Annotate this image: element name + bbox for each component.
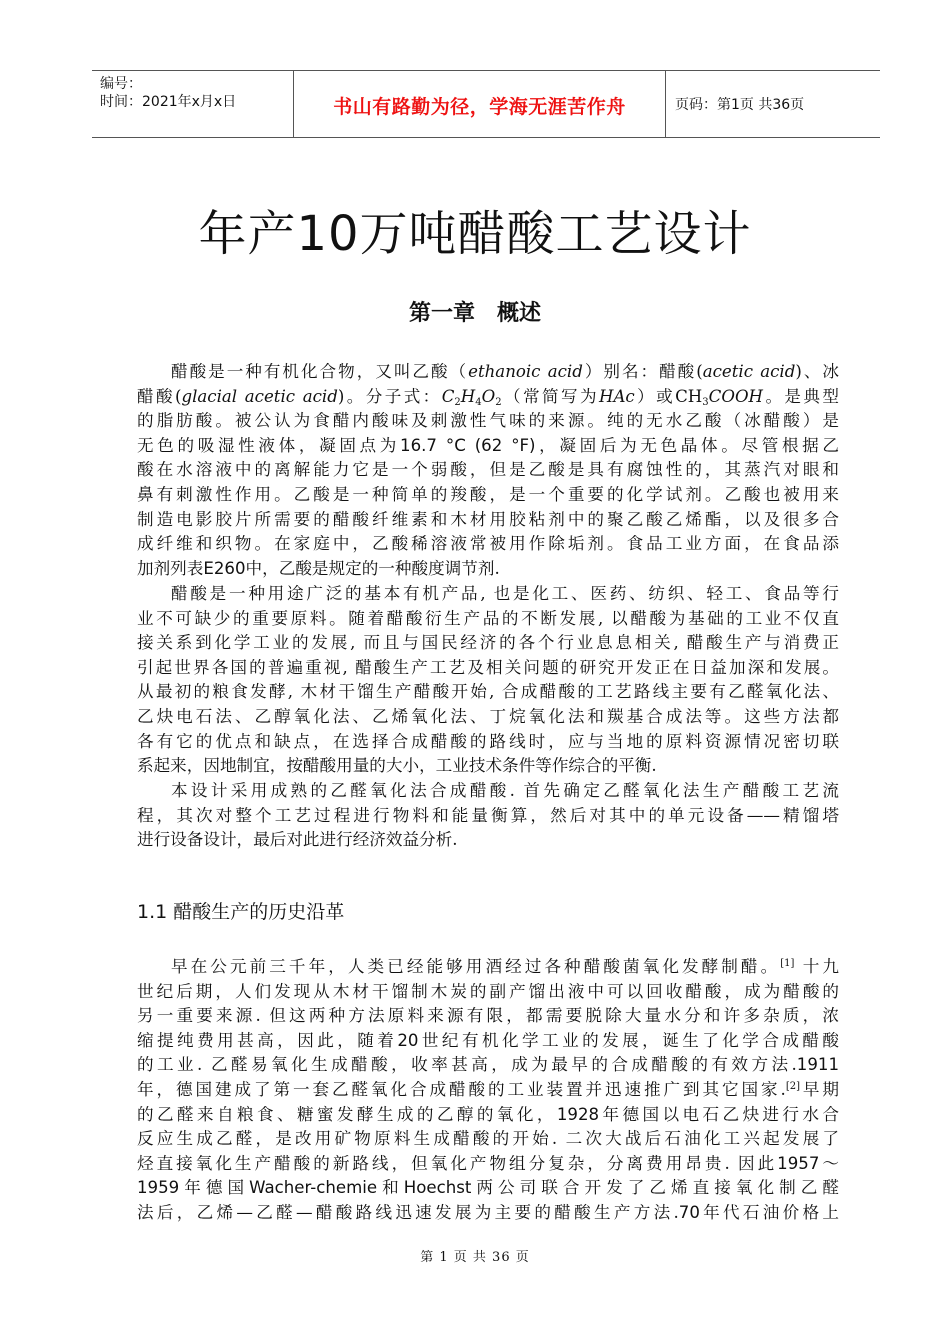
document-title: 年产10万吨醋酸工艺设计: [198, 206, 752, 262]
text-span: 。是典型: [763, 386, 840, 406]
text-span: 醋酸是一种有机化合物，又叫乙酸（: [171, 362, 469, 381]
text-span: ～: [819, 1153, 839, 1173]
text-line: 世纪后期，人们发现从木材干馏制木炭的副产馏出液中可以回收醋酸，成为醋酸的: [137, 981, 839, 1001]
text-span: 年德国以电石乙炔进行水合: [599, 1104, 840, 1124]
text-line: 鼻有刺激性作用。乙酸是一种简单的羧酸，是一个重要的化学试剂。乙酸也被用来: [137, 484, 839, 504]
text-line: 的脂肪酸。被公认为食醋内酸味及刺激性气味的来源。纯的无水乙酸（冰醋酸）是: [137, 411, 839, 431]
header-motto: 书山有路勤为径，学海无涯苦作舟: [333, 96, 626, 118]
header-divider: [665, 71, 666, 137]
text-span: 1911: [796, 1055, 839, 1075]
text-span: ，凝固后为无色晶体。尽管根据乙: [535, 435, 840, 455]
text-span: 两公司联合开发了乙烯直接氧化制乙醛: [471, 1178, 840, 1198]
text-span: 早期: [800, 1079, 840, 1099]
text-line: [137, 1103, 839, 1128]
text-span: 1959: [137, 1178, 180, 1198]
text-line: [137, 1201, 839, 1226]
header-number-label: 编号：: [100, 76, 142, 92]
text-span: ）或: [634, 386, 676, 406]
text-span: CH: [675, 386, 703, 406]
text-line: [137, 1029, 839, 1054]
text-span: 70: [678, 1202, 700, 1222]
text-span: O: [481, 386, 496, 406]
text-span: 年德国: [179, 1178, 250, 1198]
text-line: [137, 1176, 839, 1201]
text-span: ）别名：醋酸(: [582, 362, 703, 381]
text-line: 接关系到化学工业的发展, 而且与国民经济的各个行业息息相关, 醋酸生产与消费正: [137, 633, 839, 653]
text-span: 1957: [777, 1153, 820, 1173]
text-line: 另一重要来源. 但这两种方法原料来源有限，都需要脱除大量水分和许多杂质，浓: [137, 1006, 839, 1026]
text-span: 20: [397, 1030, 419, 1050]
text-line: 程，其次对整个工艺过程进行物料和能量衡算，然后对其中的单元设备——精馏塔: [137, 805, 839, 825]
text-line: [137, 1152, 839, 1177]
text-span: E260: [203, 558, 246, 578]
text-span: 早在公元前三千年，人类已经能够用酒经过各种醋酸菌氧化发酵制醋。: [171, 957, 781, 976]
text-span: )。分子式：: [337, 386, 442, 406]
citation: [2]: [785, 1080, 800, 1092]
text-line: [137, 1078, 839, 1103]
text-span: 的乙醛来自粮食、糖蜜发酵生成的乙醇的氧化，: [137, 1104, 557, 1124]
text-span: C: [441, 386, 455, 406]
paragraph-3: [137, 779, 839, 853]
text-span: 法后，乙烯—乙醛—醋酸路线迅速发展为主要的醋酸生产方法.: [137, 1202, 679, 1222]
text-line: 酸在水溶液中的离解能力它是一个弱酸，但是乙酸是具有腐蚀性的，其蒸汽对眼和: [137, 460, 839, 480]
text-span: 烃直接氧化生产醋酸的新路线，但氧化产物组分复杂，分离费用昂贵. 因此: [137, 1153, 778, 1173]
text-line: 业不可缺少的重要原料。随着醋酸衍生产品的不断发展, 以醋酸为基础的工业不仅直: [137, 608, 839, 628]
paragraph-2: [137, 582, 839, 779]
text-line: [137, 1053, 839, 1078]
text-span: ethanoic acid: [468, 362, 583, 381]
text-span: Hoechst: [403, 1178, 472, 1198]
text-line: 成纤维和织物。在家庭中，乙酸稀溶液常被用作除垢剂。食品工业方面，在食品添: [137, 534, 839, 554]
text-line: 乙炔电石法、乙醇氧化法、乙烯氧化法、丁烷氧化法和羰基合成法等。这些方法都: [137, 706, 839, 726]
text-span: 年代石油价格上: [699, 1202, 839, 1222]
text-span: 3: [702, 396, 709, 408]
citation: [1]: [780, 958, 795, 969]
paragraph-4: [137, 955, 839, 1226]
header-time-label: 时间：2021年x月x日: [100, 94, 237, 110]
text-span: 加剂列表: [137, 558, 204, 578]
text-line: 系起来，因地制宜，按醋酸用量的大小，工业技术条件等作综合的平衡.: [137, 756, 657, 776]
text-line: [137, 360, 839, 385]
section-heading: 1.1 醋酸生产的历史沿革: [137, 901, 345, 923]
text-span: 的工业. 乙醛易氧化生成醋酸，收率甚高，成为最早的合成醋酸的有效方法.: [137, 1055, 797, 1075]
text-span: 中，乙酸是规定的一种酸度调节剂.: [245, 558, 500, 578]
text-span: 2: [454, 396, 461, 408]
text-line: 各有它的优点和缺点，在选择合成醋酸的路线时，应与当地的原料资源情况密切联: [137, 731, 839, 751]
text-span: 醋酸(: [137, 386, 182, 406]
text-line: [137, 434, 839, 459]
text-span: 1928: [556, 1104, 600, 1124]
text-line: 制造电影胶片所需要的醋酸纤维素和木材用胶粘剂中的聚乙酸乙烯酯，以及很多合: [137, 509, 839, 529]
text-span: 年，德国建成了第一套乙醛氧化合成醋酸的工业装置并迅速推广到其它国家.: [137, 1079, 786, 1099]
text-span: glacial acetic acid: [181, 386, 338, 406]
text-span: 4: [475, 396, 482, 408]
text-span: acetic acid: [702, 362, 796, 381]
text-line: [137, 385, 839, 410]
text-span: H: [460, 386, 476, 406]
chapter-heading: 第一章 概述: [408, 301, 541, 326]
page-footer: 第 1 页 共 36 页: [420, 1250, 530, 1265]
text-span: 世纪有机化学工业的发展，诞生了化学合成醋酸: [418, 1030, 840, 1050]
text-span: 十九: [794, 957, 840, 976]
text-span: 缩提纯费用甚高，因此，随着: [137, 1030, 398, 1050]
text-span: COOH: [708, 386, 764, 406]
text-line: 进行设备设计，最后对此进行经济效益分析.: [137, 830, 458, 850]
text-line: 醋酸是一种用途广泛的基本有机产品, 也是化工、医药、纺织、轻工、食品等行: [171, 584, 839, 603]
page-header: [92, 70, 880, 138]
text-line: 反应生成乙醛，是改用矿物原料生成醋酸的开始. 二次大战后石油化工兴起发展了: [137, 1129, 839, 1149]
text-span: 和: [377, 1178, 404, 1198]
text-span: 无色的吸湿性液体，凝固点为: [137, 435, 401, 455]
header-meta: [100, 75, 236, 111]
text-line: 引起世界各国的普遍重视, 醋酸生产工艺及相关问题的研究开发正在日益加深和发展。: [137, 657, 839, 677]
text-span: Wacher-chemie: [249, 1178, 378, 1198]
text-line: [137, 557, 839, 582]
text-span: （常简写为: [501, 386, 599, 406]
text-span: 16.7 °C (62 °F): [400, 435, 536, 455]
text-span: HAc: [598, 386, 635, 406]
text-line: 从最初的粮食发酵, 木材干馏生产醋酸开始, 合成醋酸的工艺路线主要有乙醛氧化法、: [137, 682, 839, 702]
text-line: 本设计采用成熟的乙醛氧化法合成醋酸. 首先确定乙醛氧化法生产醋酸工艺流: [171, 781, 839, 800]
header-page-label: 页码：第1页 共36页: [675, 97, 805, 113]
text-span: 2: [495, 396, 502, 408]
paragraph-1: [137, 360, 839, 581]
text-span: )、冰: [795, 362, 839, 381]
text-line: [137, 955, 839, 980]
